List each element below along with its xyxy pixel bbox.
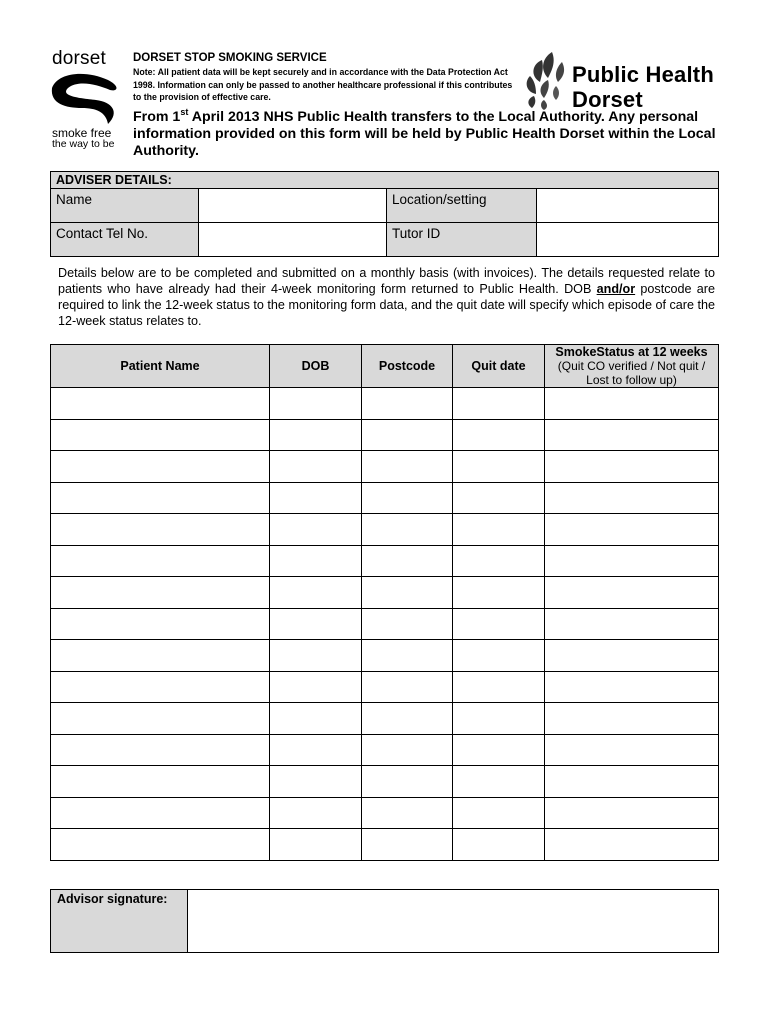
quit-date-cell[interactable] bbox=[453, 703, 545, 735]
signature-table bbox=[50, 889, 719, 953]
dob-cell[interactable] bbox=[270, 545, 362, 577]
postcode-cell[interactable] bbox=[362, 608, 453, 640]
location-label: Location/setting bbox=[387, 189, 537, 223]
location-field[interactable] bbox=[537, 189, 719, 223]
tel-field[interactable] bbox=[199, 223, 387, 257]
table-row bbox=[51, 829, 719, 861]
smoke-status-cell[interactable] bbox=[545, 451, 719, 483]
name-label: Name bbox=[51, 189, 199, 223]
quit-date-cell[interactable] bbox=[453, 640, 545, 672]
patient-name-cell[interactable] bbox=[51, 608, 270, 640]
smoke-status-cell[interactable] bbox=[545, 671, 719, 703]
smoke-status-cell[interactable] bbox=[545, 829, 719, 861]
signature-label: Advisor signature: bbox=[51, 890, 188, 953]
smoke-status-cell[interactable] bbox=[545, 514, 719, 546]
quit-date-cell[interactable] bbox=[453, 577, 545, 609]
table-row bbox=[51, 388, 719, 420]
patient-name-cell[interactable] bbox=[51, 671, 270, 703]
quit-date-cell[interactable] bbox=[453, 734, 545, 766]
smoke-status-cell[interactable] bbox=[545, 608, 719, 640]
tutor-label: Tutor ID bbox=[387, 223, 537, 257]
table-row bbox=[51, 671, 719, 703]
adviser-details-heading: ADVISER DETAILS: bbox=[51, 172, 719, 189]
smoke-swirl-icon bbox=[48, 68, 124, 126]
dob-cell[interactable] bbox=[270, 829, 362, 861]
postcode-cell[interactable] bbox=[362, 451, 453, 483]
dob-cell[interactable] bbox=[270, 419, 362, 451]
service-title: DORSET STOP SMOKING SERVICE bbox=[133, 52, 327, 64]
patient-name-cell[interactable] bbox=[51, 797, 270, 829]
patient-name-cell[interactable] bbox=[51, 703, 270, 735]
public-health-leaf-icon bbox=[522, 50, 570, 112]
patient-name-cell[interactable] bbox=[51, 640, 270, 672]
quit-date-cell[interactable] bbox=[453, 419, 545, 451]
dob-cell[interactable] bbox=[270, 734, 362, 766]
table-row bbox=[51, 797, 719, 829]
table-row bbox=[51, 608, 719, 640]
dob-cell[interactable] bbox=[270, 608, 362, 640]
smoke-status-cell[interactable] bbox=[545, 766, 719, 798]
smoke-status-subtext: (Quit CO verified / Not quit / Lost to follow up) bbox=[557, 359, 706, 387]
smoke-status-cell[interactable] bbox=[545, 545, 719, 577]
smoke-status-cell[interactable] bbox=[545, 703, 719, 735]
dob-cell[interactable] bbox=[270, 766, 362, 798]
smoke-status-cell[interactable] bbox=[545, 482, 719, 514]
data-protection-note: Note: All patient data will be kept securely and in accordance with the Data Protection Act 1998. Information can only be passed to another healthcare professional if this contributes to the provision of effective care. bbox=[133, 67, 513, 102]
col-header-smoke-status bbox=[545, 345, 719, 388]
table-row bbox=[51, 482, 719, 514]
details-emphasis: and/or bbox=[596, 282, 636, 296]
dob-cell[interactable] bbox=[270, 514, 362, 546]
patient-name-cell[interactable] bbox=[51, 577, 270, 609]
patient-name-cell[interactable] bbox=[51, 545, 270, 577]
tutor-field[interactable] bbox=[537, 223, 719, 257]
table-row bbox=[51, 766, 719, 798]
postcode-cell[interactable] bbox=[362, 514, 453, 546]
patient-rows bbox=[51, 388, 719, 861]
table-row bbox=[51, 640, 719, 672]
smoke-status-title: SmokeStatus at 12 weeks bbox=[555, 345, 708, 359]
smoke-status-cell[interactable] bbox=[545, 734, 719, 766]
postcode-cell[interactable] bbox=[362, 766, 453, 798]
dob-cell[interactable] bbox=[270, 451, 362, 483]
postcode-cell[interactable] bbox=[362, 671, 453, 703]
quit-date-cell[interactable] bbox=[453, 514, 545, 546]
smoke-status-cell[interactable] bbox=[545, 640, 719, 672]
col-header-dob: DOB bbox=[270, 345, 362, 388]
table-row bbox=[51, 451, 719, 483]
phd-logo-line1: Public Health bbox=[572, 62, 714, 87]
quit-date-cell[interactable] bbox=[453, 829, 545, 861]
postcode-cell[interactable] bbox=[362, 640, 453, 672]
quit-date-cell[interactable] bbox=[453, 608, 545, 640]
postcode-cell[interactable] bbox=[362, 388, 453, 420]
postcode-cell[interactable] bbox=[362, 734, 453, 766]
logo-tagline-way: the way to be bbox=[52, 138, 115, 150]
table-row bbox=[51, 703, 719, 735]
dob-cell[interactable] bbox=[270, 671, 362, 703]
quit-date-cell[interactable] bbox=[453, 482, 545, 514]
adviser-details-table bbox=[50, 171, 719, 257]
patient-name-cell[interactable] bbox=[51, 766, 270, 798]
patient-name-cell[interactable] bbox=[51, 482, 270, 514]
patient-name-cell[interactable] bbox=[51, 829, 270, 861]
table-row bbox=[51, 577, 719, 609]
postcode-cell[interactable] bbox=[362, 703, 453, 735]
transfer-notice-pre: From 1 bbox=[133, 109, 181, 125]
details-paragraph bbox=[58, 265, 715, 329]
table-row bbox=[51, 419, 719, 451]
postcode-cell[interactable] bbox=[362, 577, 453, 609]
name-field[interactable] bbox=[199, 189, 387, 223]
patient-name-cell[interactable] bbox=[51, 451, 270, 483]
col-header-postcode: Postcode bbox=[362, 345, 453, 388]
postcode-cell[interactable] bbox=[362, 419, 453, 451]
patient-name-cell[interactable] bbox=[51, 388, 270, 420]
table-row bbox=[51, 734, 719, 766]
postcode-cell[interactable] bbox=[362, 829, 453, 861]
dob-cell[interactable] bbox=[270, 388, 362, 420]
quit-date-cell[interactable] bbox=[453, 451, 545, 483]
col-header-quit-date: Quit date bbox=[453, 345, 545, 388]
details-part2: postcode are required to link the 12-week status to the monitoring form data, and the quit date will specify which episode of care the 12-week status relates to. bbox=[58, 282, 715, 328]
quit-date-cell[interactable] bbox=[453, 671, 545, 703]
postcode-cell[interactable] bbox=[362, 797, 453, 829]
dob-cell[interactable] bbox=[270, 703, 362, 735]
quit-date-cell[interactable] bbox=[453, 545, 545, 577]
smoke-status-cell[interactable] bbox=[545, 797, 719, 829]
phd-logo-line2: Dorset bbox=[572, 87, 643, 112]
patient-name-cell[interactable] bbox=[51, 419, 270, 451]
transfer-notice-sup: st bbox=[180, 107, 189, 117]
transfer-notice bbox=[133, 109, 733, 160]
tel-label: Contact Tel No. bbox=[51, 223, 199, 257]
transfer-notice-post: April 2013 NHS Public Health transfers to the Local Authority. Any personal information provided on this form will be held by Public Health Dorset within the Local Authority. bbox=[133, 109, 716, 159]
dob-cell[interactable] bbox=[270, 577, 362, 609]
patient-name-cell[interactable] bbox=[51, 734, 270, 766]
table-row bbox=[51, 514, 719, 546]
dob-cell[interactable] bbox=[270, 482, 362, 514]
quit-date-cell[interactable] bbox=[453, 797, 545, 829]
table-row bbox=[51, 545, 719, 577]
patient-table bbox=[50, 344, 719, 861]
logo-tagline-smoke-free: smoke free bbox=[52, 126, 112, 140]
postcode-cell[interactable] bbox=[362, 545, 453, 577]
quit-date-cell[interactable] bbox=[453, 766, 545, 798]
postcode-cell[interactable] bbox=[362, 482, 453, 514]
quit-date-cell[interactable] bbox=[453, 388, 545, 420]
patient-name-cell[interactable] bbox=[51, 514, 270, 546]
details-part1: Details below are to be completed and submitted on a monthly basis (with invoices). The details requested relate to patients who have already had their 4-week monitoring form returned to Public Health. DOB bbox=[58, 266, 715, 296]
smoke-status-cell[interactable] bbox=[545, 577, 719, 609]
smoke-status-cell[interactable] bbox=[545, 419, 719, 451]
col-header-patient-name: Patient Name bbox=[51, 345, 270, 388]
dob-cell[interactable] bbox=[270, 797, 362, 829]
dob-cell[interactable] bbox=[270, 640, 362, 672]
dorset-logo-text: dorset bbox=[52, 48, 107, 69]
smoke-status-cell[interactable] bbox=[545, 388, 719, 420]
signature-field[interactable] bbox=[188, 890, 719, 953]
